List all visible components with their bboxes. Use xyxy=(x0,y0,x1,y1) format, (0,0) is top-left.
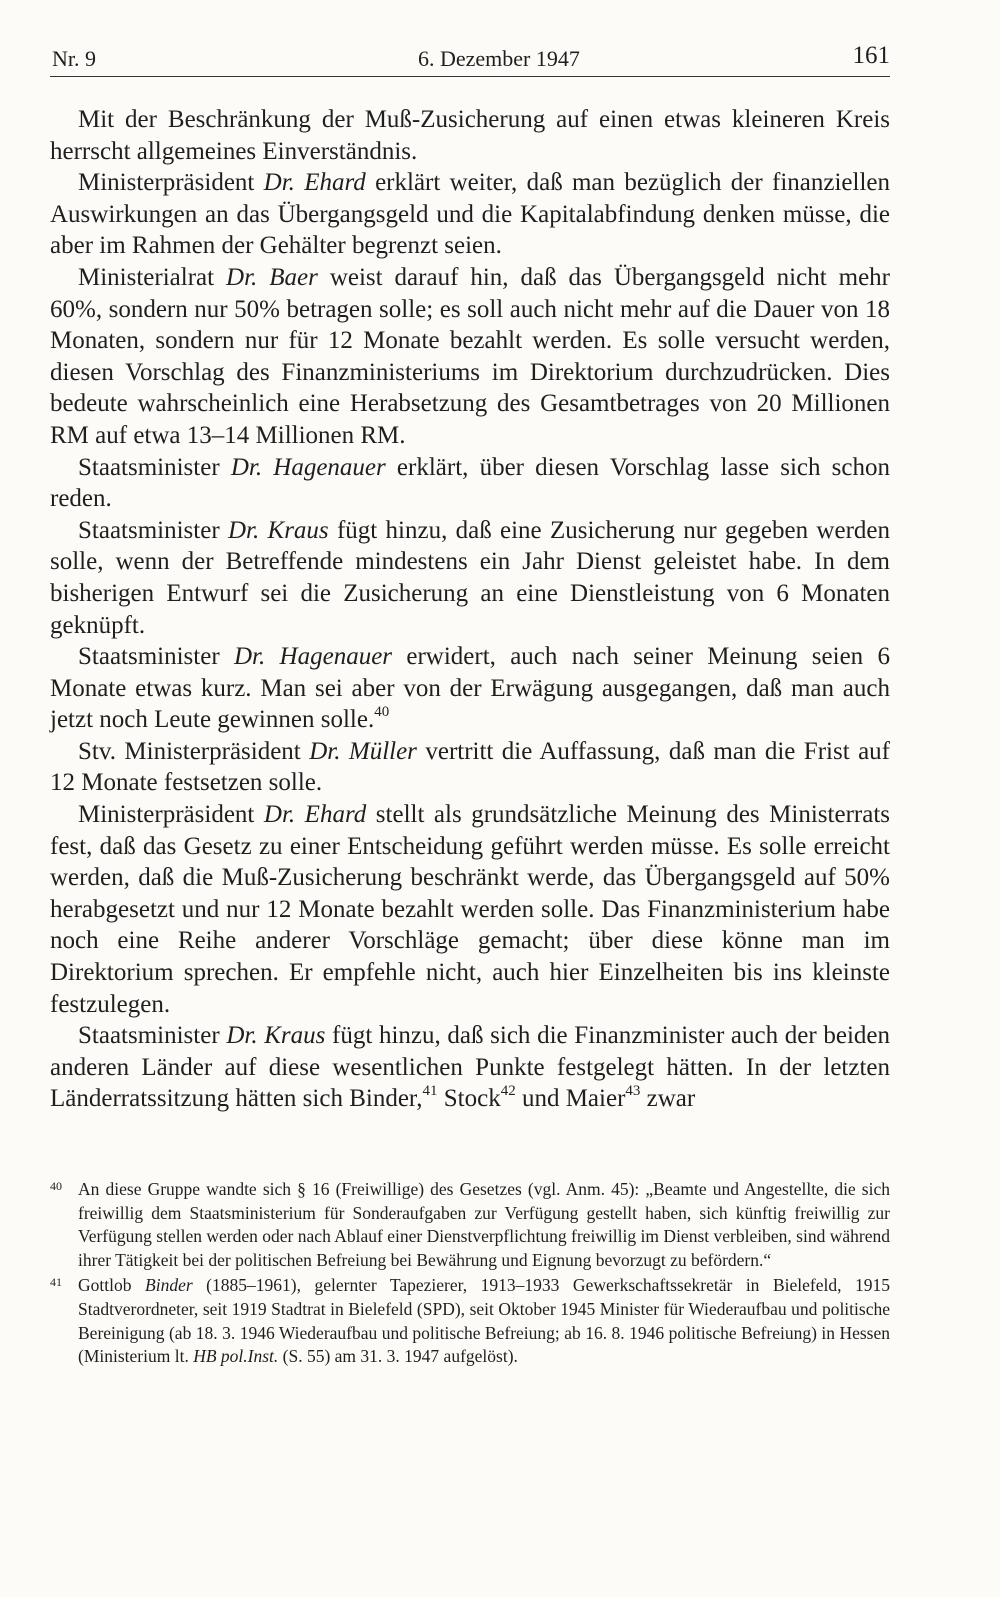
header-rule xyxy=(50,76,890,77)
footnote-reference: 41 xyxy=(422,1083,438,1100)
text-run: fügt hinzu, daß eine Zusicherung nur gegeben werden solle, wenn der Betreffende mindestens ein Jahr Dienst geleistet habe. In dem bisherigen Entwurf sei die Zusicherung an eine Dienstleistung von 6 Monaten geknüpft. xyxy=(50,516,890,639)
footnote xyxy=(50,1178,890,1272)
text-run: zwar xyxy=(640,1085,696,1113)
paragraph xyxy=(50,515,890,641)
paragraph xyxy=(50,736,890,799)
paragraph xyxy=(50,1020,890,1115)
text-run: und Maier xyxy=(515,1085,626,1113)
paragraph xyxy=(50,641,890,736)
issue-number: Nr. 9 xyxy=(52,46,96,71)
text-run: weist darauf hin, daß das Übergangsgeld nicht mehr 60%, sondern nur 50% betragen solle; es soll auch nicht mehr auf die Dauer von 18 Monaten, sondern nur für 12 Monate bezahlt werden. Es solle versucht werden, diesen Vorschlag des Finanzministeriums im Direktorium durchzudrücken. Dies bedeute wahrscheinlich eine Herabsetzung des Gesamtbetrages von 20 Millionen RM auf etwa 13–14 Millionen RM. xyxy=(50,263,890,449)
text-run: Ministerpräsident xyxy=(78,801,264,829)
paragraph xyxy=(50,452,890,515)
text-run: vertritt die Auffassung, daß man die Frist auf 12 Monate festsetzen solle. xyxy=(50,737,890,797)
text-run: Staatsminister xyxy=(78,1022,227,1050)
footnote xyxy=(50,1274,890,1368)
footnotes xyxy=(50,1178,890,1371)
italic-name: Dr. Hagenauer xyxy=(230,453,386,481)
italic-name: Dr. Baer xyxy=(226,263,318,291)
footnote-number: 41 xyxy=(50,1275,62,1290)
text-run: Stock xyxy=(437,1085,501,1113)
text-run: Ministerpräsident xyxy=(78,169,264,197)
issue-date: 6. Dezember 1947 xyxy=(418,46,580,71)
text-run: Staatsminister xyxy=(78,643,234,671)
body-text xyxy=(50,104,890,1115)
text-run: fügt hinzu, daß sich die Finanzminister auch der beiden anderen Länder auf diese wesentlichen Punkte festgelegt hätten. In der letzten Länderratssitzung hätten sich Binder, xyxy=(50,1022,890,1113)
text-run: An diese Gruppe wandte sich § 16 (Freiwillige) des Gesetzes (vgl. Anm. 45): „Beamte und Angestellte, die sich freiwillig dem Staatsministerium für Sonderaufgaben zur Verfügung gestellt haben, sich künftig freiwillig zur Verfügung stellen werden oder nach Ablauf einer Dienstverpflichtung freiwillig im Dienst verbleiben, sind während ihrer Tätigkeit bei der politischen Befreiung bei Bewährung und Eignung bevorzugt zu befördern.“ xyxy=(78,1179,890,1270)
paragraph xyxy=(50,104,890,167)
italic-name: Dr. Kraus xyxy=(226,1022,326,1050)
italic-name: Dr. Hagenauer xyxy=(233,643,393,671)
text-run: (1885–1961), gelernter Tapezierer, 1913–1933 Gewerkschaftssekretär in Bielefeld, 1915 Stadtverordneter, seit 1919 Stadtrat in Bielefeld (SPD), seit Oktober 1945 Minister für Wiederaufbau und politische Bereinigung (ab 18. 3. 1946 Wiederaufbau und politische Befreiung; ab 16. 8. 1946 politische Befreiung) in Hessen (Ministerium lt. xyxy=(78,1275,890,1367)
text-run: stellt als grundsätzliche Meinung des Ministerrats fest, daß das Gesetz zu einer Entscheidung geführt werden müsse. Es solle erreicht werden, daß die Muß-Zusicherung beschränkt werde, das Übergangsgeld auf 50% herabgesetzt und nur 12 Monate bezahlt werden solle. Das Finanzministerium habe noch eine Reihe anderer Vorschläge gemacht; über diese könne man im Direktorium sprechen. Er empfehle nicht, auch hier Einzelheiten bis ins kleinste festzulegen. xyxy=(50,801,890,1018)
text-run: Gottlob xyxy=(78,1275,146,1296)
text-run: Staatsminister xyxy=(78,516,228,544)
italic-name: Dr. Müller xyxy=(309,737,417,765)
footnote-number: 40 xyxy=(50,1179,62,1193)
italic-name: Dr. Kraus xyxy=(227,516,329,544)
italic-name: Dr. Ehard xyxy=(263,169,366,197)
text-run: Staatsminister xyxy=(78,453,231,481)
italic-name: HB pol.Inst. xyxy=(193,1346,279,1367)
italic-name: Binder xyxy=(145,1275,193,1296)
paragraph xyxy=(50,799,890,1020)
paragraph xyxy=(50,262,890,452)
paragraph xyxy=(50,167,890,262)
text-run: Mit der Beschränkung der Muß-Zusicherung auf einen etwas kleineren Kreis herrscht allgemeines Einverständnis. xyxy=(50,106,890,165)
text-run: erwidert, auch nach seiner Meinung seien 6 Monate etwas kurz. Man sei aber von der Erwägung ausgegangen, daß man auch jetzt noch Leute gewinnen solle. xyxy=(50,643,890,734)
text-run: erklärt, über diesen Vorschlag lasse sich schon reden. xyxy=(50,453,890,513)
footnote-reference: 40 xyxy=(374,704,390,721)
footnote-reference: 43 xyxy=(625,1083,641,1100)
text-run: Ministerialrat xyxy=(78,263,227,291)
italic-name: Dr. Ehard xyxy=(263,801,367,829)
page-number: 161 xyxy=(852,42,890,69)
text-run: Stv. Ministerpräsident xyxy=(78,737,310,765)
footnote-reference: 42 xyxy=(500,1083,516,1100)
text-run: erklärt weiter, daß man bezüglich der finanziellen Auswirkungen an das Übergangsgeld und die Kapitalabfindung denken müsse, die aber im Rahmen der Gehälter begrenzt seien. xyxy=(50,169,890,260)
text-run: (S. 55) am 31. 3. 1947 aufgelöst). xyxy=(278,1346,518,1367)
running-header xyxy=(50,40,890,70)
